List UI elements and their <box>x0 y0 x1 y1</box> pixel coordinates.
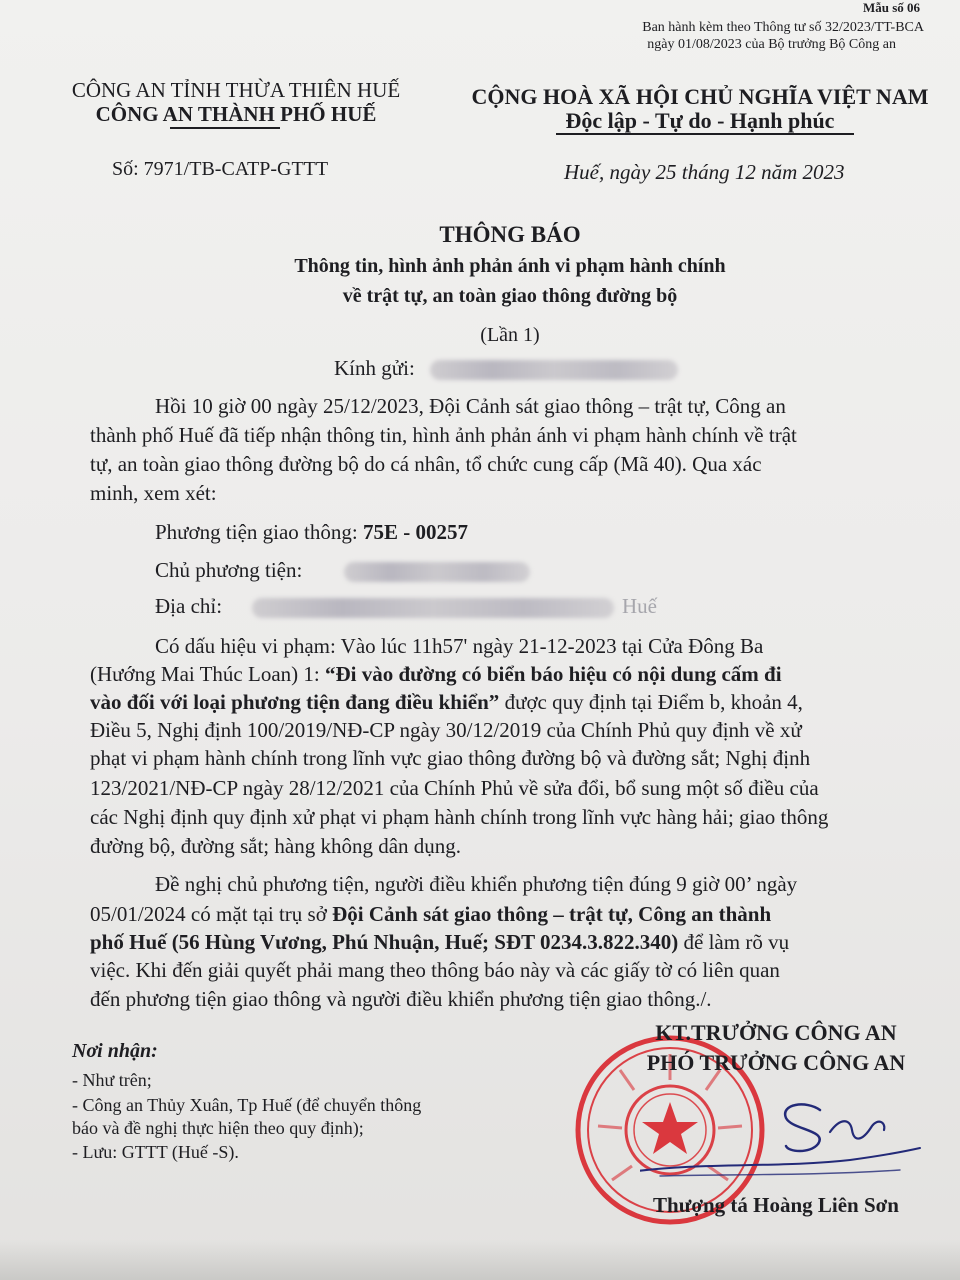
request-line: đến phương tiện giao thông và người điều khiển phương tiện giao thông./. <box>90 987 712 1011</box>
vehicle-plate-value: 75E - 00257 <box>362 520 468 544</box>
recipients-item: báo và đề nghị thực hiện theo quy định); <box>72 1118 364 1138</box>
request-line <box>90 930 789 955</box>
document-subtitle: Thông tin, hình ảnh phản ánh vi phạm hành chính <box>294 255 726 277</box>
request-date: 05/01/2024 có mặt tại trụ sở <box>90 902 333 926</box>
form-number: Mẫu số 06 <box>862 0 920 15</box>
page-shadow <box>0 1240 960 1280</box>
violation-line <box>90 662 782 687</box>
violation-reference: được quy định tại Điểm b, khoản 4, <box>499 690 803 714</box>
request-line: Đề nghị chủ phương tiện, người điều khiển phương tiện đúng 9 giờ 00’ ngày <box>155 872 798 896</box>
recipients-item: - Công an Thủy Xuân, Tp Huế (để chuyển thông <box>72 1095 422 1115</box>
signer-authority: KT.TRƯỞNG CÔNG AN <box>655 1020 897 1045</box>
intro-line: tự, an toàn giao thông đường bộ do cá nhân, tổ chức cung cấp (Mã 40). Qua xác <box>90 452 762 476</box>
issuing-org-parent: CÔNG AN TỈNH THỪA THIÊN HUẾ <box>71 78 401 102</box>
request-office: Đội Cảnh sát giao thông – trật tự, Công an thành <box>332 902 772 926</box>
request-office-address: phố Huế (56 Hùng Vương, Phú Nhuận, Huế; SĐT 0234.3.822.340) <box>90 930 679 954</box>
intro-line: Hồi 10 giờ 00 ngày 25/12/2023, Đội Cảnh sát giao thông – trật tự, Công an <box>155 394 786 418</box>
address-label: Địa chỉ: <box>155 594 223 618</box>
national-title: CỘNG HOÀ XÃ HỘI CHỦ NGHĨA VIỆT NAM <box>471 84 929 109</box>
redacted-recipient <box>430 360 678 380</box>
violation-line <box>90 690 803 715</box>
vehicle-owner-label: Chủ phương tiện: <box>155 558 303 582</box>
document-number: Số: 7971/TB-CATP-GTTT <box>112 158 329 180</box>
address-tail: Huế <box>622 594 657 618</box>
vehicle-plate-row <box>155 520 468 545</box>
org-underline <box>170 127 280 129</box>
request-line: việc. Khi đến giải quyết phải mang theo thông báo này và các giấy tờ có liên quan <box>90 958 780 982</box>
intro-line: thành phố Huế đã tiếp nhận thông tin, hình ảnh phản ánh vi phạm hành chính về trật <box>90 423 797 447</box>
vehicle-plate-label: Phương tiện giao thông: <box>155 520 358 544</box>
recipients-item: - Như trên; <box>72 1070 152 1090</box>
violation-line: đường bộ, đường sắt; hàng không dân dụng. <box>90 834 462 858</box>
form-reference-line: Ban hành kèm theo Thông tư số 32/2023/TT-BCA <box>642 20 924 35</box>
recipient-label: Kính gửi: <box>334 356 415 380</box>
violation-line: Có dấu hiệu vi phạm: Vào lúc 11h57' ngày 21-12-2023 tại Cửa Đông Ba <box>155 634 764 658</box>
notice-round: (Lần 1) <box>480 324 540 346</box>
violation-line: các Nghị định quy định xử phạt vi phạm hành chính trong lĩnh vực hàng hải; giao thông <box>90 805 829 829</box>
intro-line: minh, xem xét: <box>90 481 217 505</box>
violation-description: vào đối với loại phương tiện đang điều khiển” <box>90 690 500 714</box>
redacted-address <box>252 598 614 618</box>
violation-description: “Đi vào đường có biển báo hiệu có nội dung cấm đi <box>324 662 782 686</box>
violation-line: phạt vi phạm hành chính trong lĩnh vực giao thông đường bộ và đường sắt; Nghị định <box>90 746 811 770</box>
document-date: Huế, ngày 25 tháng 12 năm 2023 <box>564 160 845 184</box>
issuing-org-name: CÔNG AN THÀNH PHỐ HUẾ <box>95 102 377 126</box>
violation-location: (Hướng Mai Thúc Loan) 1: <box>90 662 325 686</box>
recipients-title: Nơi nhận: <box>72 1040 158 1062</box>
form-reference-line: ngày 01/08/2023 của Bộ trưởng Bộ Công an <box>647 37 896 52</box>
request-line <box>90 902 771 927</box>
motto-underline <box>556 133 854 135</box>
document-subtitle: về trật tự, an toàn giao thông đường bộ <box>342 285 678 307</box>
violation-line: 123/2021/NĐ-CP ngày 28/12/2021 của Chính Phủ về sửa đổi, bổ sung một số điều của <box>90 776 819 800</box>
request-purpose: để làm rõ vụ <box>678 930 790 954</box>
recipients-item: - Lưu: GTTT (Huế -S). <box>72 1142 239 1162</box>
document-title: THÔNG BÁO <box>439 222 581 247</box>
signer-title: PHÓ TRƯỞNG CÔNG AN <box>646 1050 906 1075</box>
handwritten-signature <box>640 1096 930 1182</box>
violation-line: Điều 5, Nghị định 100/2019/NĐ-CP ngày 30/12/2019 của Chính Phủ quy định về xử <box>90 718 802 742</box>
signer-name: Thượng tá Hoàng Liên Sơn <box>653 1193 899 1217</box>
redacted-owner <box>344 562 530 582</box>
national-motto: Độc lập - Tự do - Hạnh phúc <box>565 108 835 133</box>
